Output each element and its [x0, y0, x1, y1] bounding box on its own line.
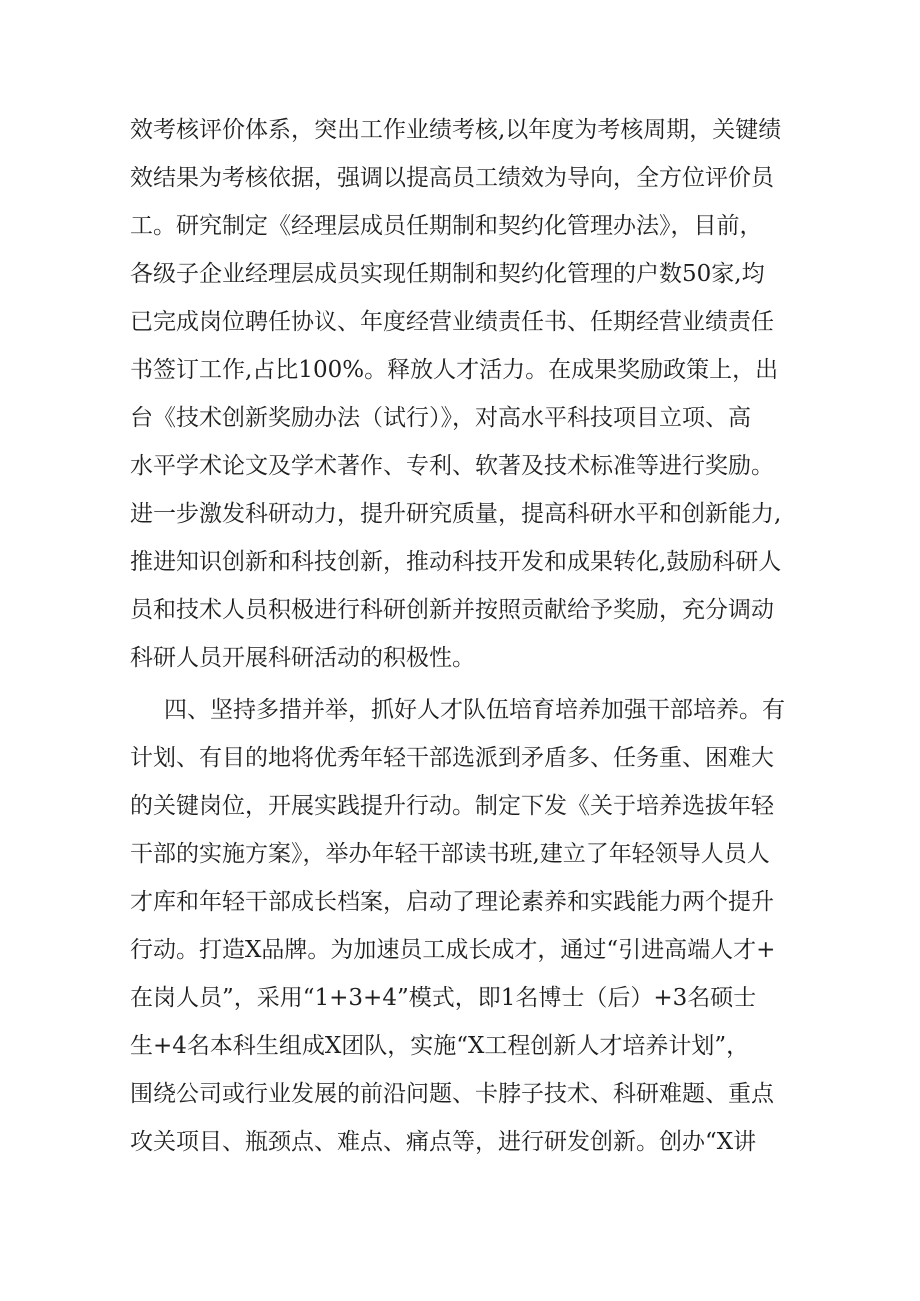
text-line: 各级子企业经理层成员实现任期制和契约化管理的户数50家,均: [130, 261, 765, 287]
text-line: 科研人员开展科研活动的积极性。: [130, 645, 475, 671]
text-line: 生+4名本科生组成X团队，实施“X工程创新人才培养计划”，: [130, 1033, 750, 1059]
text-line: 干部的实施方案》，举办年轻干部读书班,建立了年轻领导人员人: [130, 841, 770, 867]
text-line: 进一步激发科研动力，提升研究质量，提高科研水平和创新能力,: [130, 501, 782, 527]
paragraph-talent-cultivation: [130, 686, 810, 1166]
text-line: 的关键岗位，开展实践提升行动。制定下发《关于培养选拔年轻: [130, 793, 774, 819]
text-line: 行动。打造X品牌。为加速员工成长成才，通过“引进高端人才+: [130, 937, 776, 963]
text-line: 效结果为考核依据，强调以提高员工绩效为导向，全方位评价员: [130, 165, 774, 191]
text-line: 在岗人员”，采用“1+3+4”模式，即1名博士（后）+3名硕士: [130, 985, 757, 1011]
text-line: 攻关项目、瓶颈点、难点、痛点等，进行研发创新。创办“X讲: [130, 1129, 757, 1155]
text-line: 已完成岗位聘任协议、年度经营业绩责任书、任期经营业绩责任: [130, 309, 774, 335]
text-line: 水平学术论文及学术著作、专利、软著及技术标准等进行奖励。: [130, 453, 774, 479]
text-line: 书签订工作,占比100%。释放人才活力。在成果奖励政策上，出: [130, 357, 779, 383]
text-line: 计划、有目的地将优秀年轻干部选派到矛盾多、任务重、困难大: [130, 745, 774, 771]
text-line: 围绕公司或行业发展的前沿问题、卡脖子技术、科研难题、重点: [130, 1081, 774, 1107]
text-line: 推进知识创新和科技创新，推动科技开发和成果转化,鼓励科研人: [130, 549, 782, 575]
text-line: 员和技术人员积极进行科研创新并按照贡献给予奖励，充分调动: [130, 597, 774, 623]
section-heading-line: 四、坚持多措并举，抓好人才队伍培育培养加强干部培养。有: [164, 697, 785, 723]
text-line: 台《技术创新奖励办法（试行）》，对高水平科技项目立项、高: [130, 405, 751, 431]
text-line: 才库和年轻干部成长档案，启动了理论素养和实践能力两个提升: [130, 889, 774, 915]
paragraph-performance-incentives: [130, 106, 810, 682]
text-line: 效考核评价体系，突出工作业绩考核,以年度为考核周期，关键绩: [130, 117, 782, 143]
text-line: 工。研究制定《经理层成员任期制和契约化管理办法》，目前，: [130, 213, 763, 239]
